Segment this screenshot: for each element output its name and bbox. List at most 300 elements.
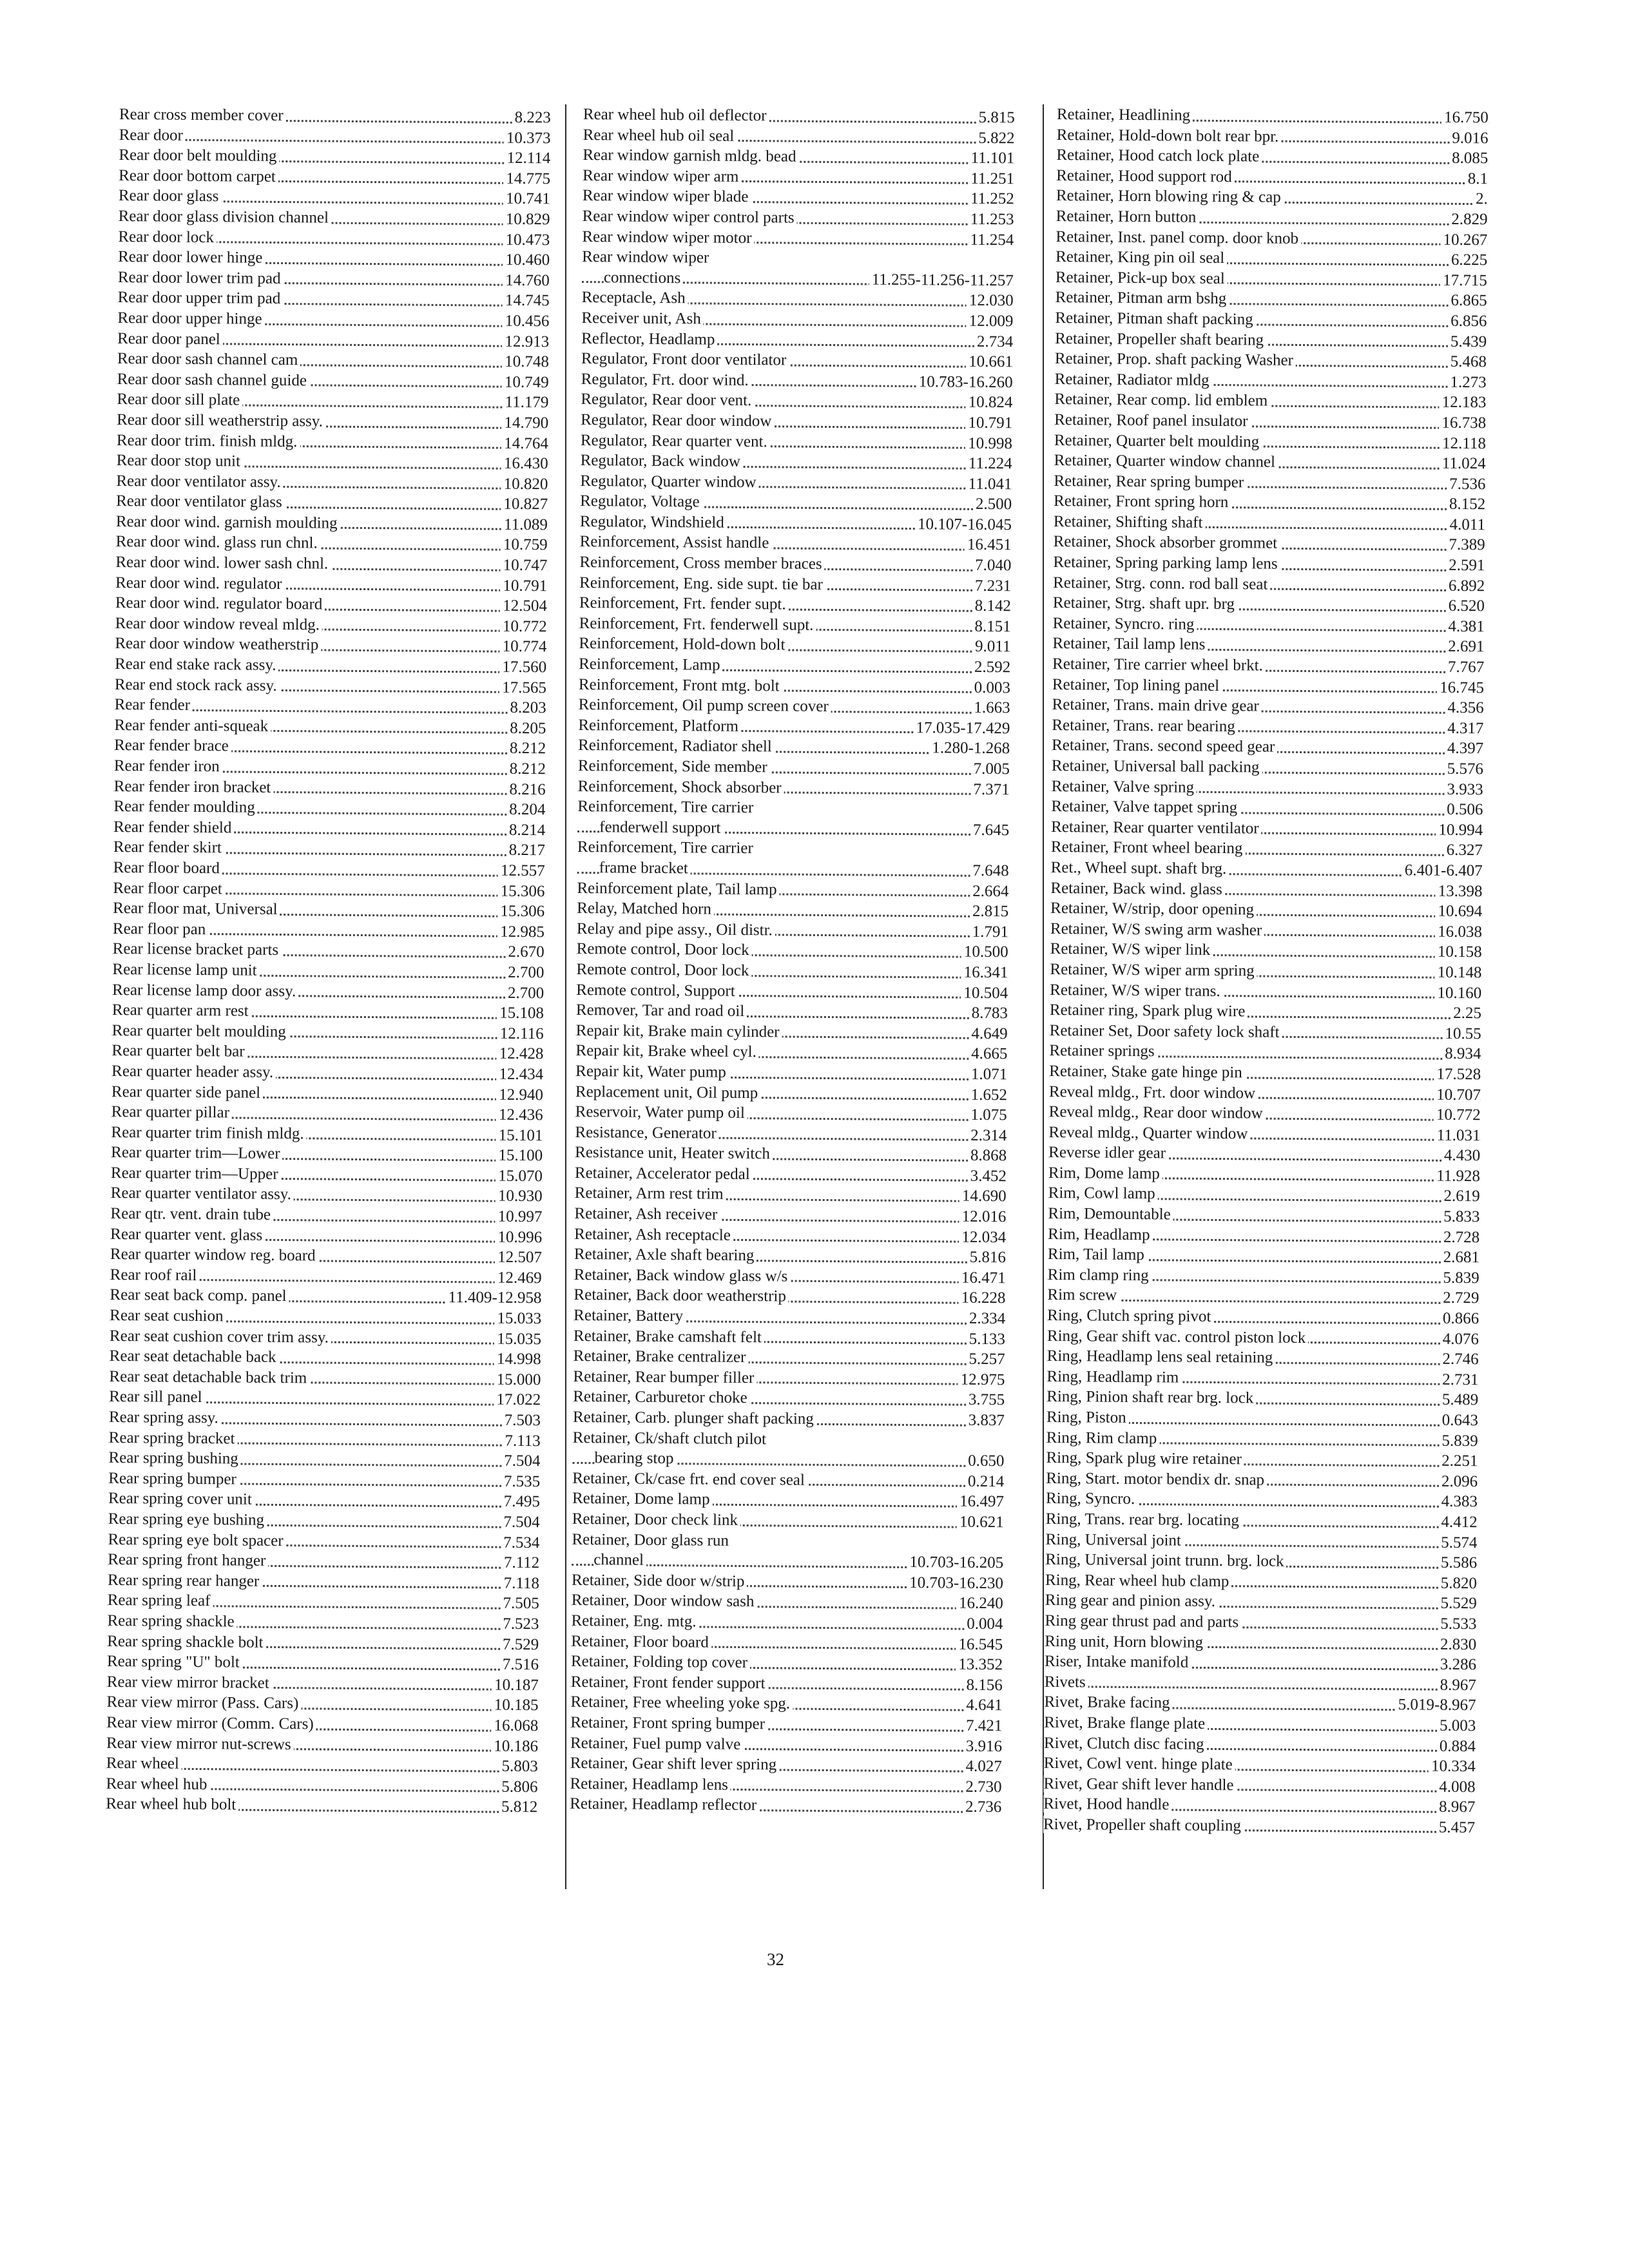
entry-term: Rear window wiper blade	[583, 187, 751, 206]
entry-term: Ring unit, Horn blowing	[1045, 1632, 1206, 1651]
entry-reference: 5.839	[1439, 1430, 1478, 1451]
entry-term: Retainer, W/S wiper link	[1050, 940, 1213, 959]
entry-reference: 16.341	[961, 963, 1008, 983]
entry-reference: 10.824	[966, 392, 1013, 413]
index-entry	[570, 1774, 1001, 1798]
entry-term: Rear view mirror (Comm. Cars)	[106, 1714, 316, 1733]
index-entry	[119, 104, 551, 128]
index-entry	[1050, 979, 1481, 1003]
index-entry	[108, 1590, 539, 1614]
entry-term: Retainer, Rear quarter ventilator	[1051, 818, 1262, 838]
index-entry	[113, 837, 545, 861]
entry-term: Retainer, Universal ball packing	[1052, 757, 1262, 776]
index-entry	[582, 267, 1014, 291]
entry-term: Rear end stock rack assy.	[115, 676, 280, 695]
entry-term: Rear door bottom carpet	[119, 167, 278, 186]
index-entry	[118, 267, 550, 291]
entry-term: Rear spring rear hanger	[108, 1571, 262, 1590]
entry-term: Retainer, Axle shaft bearing	[574, 1245, 757, 1264]
index-entry	[1056, 206, 1488, 230]
index-entry	[108, 1529, 539, 1553]
entry-reference: 12.940	[496, 1084, 543, 1105]
entry-term: Regulator, Rear quarter vent.	[581, 431, 770, 450]
index-entry	[106, 1692, 538, 1716]
entry-term: Retainer, Carb. plunger shaft packing	[573, 1408, 816, 1428]
index-entry	[116, 491, 548, 515]
entry-reference: 10.158	[1435, 942, 1482, 963]
index-entry	[1049, 1041, 1481, 1064]
index-entry	[113, 878, 545, 902]
index-entry	[1047, 1326, 1479, 1350]
entry-reference: 12.030	[967, 291, 1014, 311]
index-entry	[572, 1590, 1003, 1614]
index-entry	[582, 247, 1014, 271]
entry-term: Reinforcement, Lamp	[579, 655, 723, 674]
entry-term: Rim clamp ring	[1048, 1266, 1152, 1284]
entry-reference: 14.745	[503, 291, 550, 311]
entry-term: Retainer, Battery	[574, 1307, 686, 1325]
entry-term: Rivet, Propeller shaft coupling	[1043, 1816, 1244, 1834]
entry-reference: 10.185	[492, 1695, 539, 1716]
index-entry	[581, 430, 1012, 454]
entry-reference: 2.591	[1446, 555, 1485, 576]
index-entry	[575, 1061, 1007, 1085]
index-entry	[573, 1367, 1005, 1390]
index-entry	[1045, 1631, 1476, 1655]
entry-reference: 3.916	[963, 1736, 1002, 1756]
index-entry	[1047, 1346, 1479, 1370]
entry-term: Retainer, Gear shift lever spring	[570, 1754, 780, 1774]
index-entry	[111, 1041, 543, 1064]
entry-term: Regulator, Rear door vent.	[581, 390, 754, 409]
entry-reference: 11.253	[968, 209, 1014, 230]
entry-term: Reinforcement, Tire carrier	[577, 838, 756, 857]
index-entry	[115, 654, 546, 678]
entry-term: Retainer, Fuel pump valve	[570, 1734, 743, 1753]
entry-term: Retainer, W/S wiper trans.	[1050, 981, 1223, 999]
entry-reference: 10.694	[1435, 901, 1482, 922]
entry-term: Replacement unit, Oil pump	[575, 1082, 760, 1101]
entry-term: Rear quarter trim—Upper	[111, 1164, 281, 1183]
entry-reference: 2.670	[505, 942, 544, 963]
index-entry	[1055, 329, 1487, 352]
entry-term: Retainer, Ck/shaft clutch pilot	[573, 1429, 769, 1448]
index-entry	[113, 898, 545, 922]
index-entry	[1054, 491, 1485, 515]
index-entry	[117, 369, 549, 393]
entry-term: Rear quarter trim finish mldg.	[111, 1124, 306, 1142]
entry-reference: 15.000	[494, 1369, 541, 1390]
index-entry	[570, 1794, 1001, 1818]
index-entry	[571, 1651, 1003, 1675]
entry-term: Resistance, Generator	[575, 1124, 719, 1142]
index-column-2	[570, 104, 1015, 1818]
entry-term: Rim, Dome lamp	[1048, 1164, 1162, 1182]
entry-term: Ring, Piston	[1046, 1408, 1129, 1427]
entry-term: Retainer, Pitman arm bshg	[1055, 289, 1229, 307]
entry-reference: 7.504	[501, 1512, 539, 1533]
index-entry	[110, 1244, 542, 1268]
index-entry	[117, 450, 548, 474]
index-entry	[119, 166, 550, 189]
entry-reference: 5.839	[1440, 1268, 1479, 1289]
entry-reference: 13.398	[1436, 881, 1483, 901]
index-entry	[575, 1102, 1007, 1126]
entry-term: Ring, Headlamp lens seal retaining	[1047, 1347, 1276, 1367]
entry-term: Retainer, Headlamp reflector	[570, 1795, 759, 1814]
index-entry	[571, 1611, 1003, 1635]
entry-reference: 16.745	[1437, 677, 1484, 698]
entry-reference: 2.334	[967, 1309, 1005, 1329]
entry-term: Ring, Rim clamp	[1046, 1429, 1160, 1447]
index-entry	[583, 125, 1015, 149]
entry-reference: 10.820	[501, 474, 548, 494]
entry-term: Reinforcement, Assist handle	[580, 533, 772, 552]
entry-reference: 10.741	[503, 189, 550, 209]
entry-reference: 4.397	[1445, 738, 1483, 759]
entry-reference: 2.815	[970, 901, 1008, 922]
entry-reference: 2.251	[1439, 1451, 1478, 1472]
index-entry	[571, 1672, 1003, 1696]
entry-term: Rear fender skirt	[113, 838, 224, 856]
index-entry	[1049, 1081, 1481, 1105]
entry-reference: 10.187	[492, 1675, 539, 1695]
entry-term: Reinforcement, Frt. fenderwell supt.	[579, 615, 816, 634]
index-entry	[1054, 410, 1486, 434]
entry-term: Regulator, Back window	[581, 452, 743, 470]
entry-term: Rear fender brace	[114, 736, 231, 754]
index-entry	[1053, 552, 1485, 576]
entry-reference: 14.760	[503, 270, 550, 291]
index-entry	[118, 287, 550, 311]
entry-term: Rear view mirror bracket	[107, 1673, 272, 1692]
entry-term: Ring, Syncro.	[1046, 1490, 1137, 1508]
entry-reference: 10.55	[1442, 1023, 1481, 1044]
entry-reference: 4.430	[1441, 1146, 1480, 1166]
page-number: 32	[767, 1950, 784, 1969]
index-entry	[1045, 1651, 1476, 1675]
index-entry	[1054, 430, 1486, 454]
entry-reference: 7.389	[1446, 535, 1485, 555]
entry-reference: 2.681	[1441, 1247, 1480, 1268]
entry-term: Regulator, Front door ventilator	[581, 350, 789, 369]
index-entry	[107, 1631, 539, 1655]
index-entry	[111, 1142, 543, 1166]
entry-term: Rear door sill weatherstrip assy.	[117, 411, 325, 430]
entry-term: Ring gear and pinion assy.	[1045, 1591, 1219, 1610]
entry-term: Rear spring leaf	[108, 1591, 213, 1610]
entry-reference: 11.024	[1440, 454, 1486, 474]
index-entry	[1051, 858, 1483, 881]
entry-term: Retainer, Roof panel insulator	[1054, 411, 1251, 430]
entry-reference: 4.317	[1445, 718, 1483, 739]
index-entry	[106, 1774, 537, 1798]
entry-term: Retainer, Trans. rear bearing	[1052, 716, 1238, 735]
entry-reference: 7.503	[502, 1410, 541, 1431]
index-entry	[581, 308, 1013, 332]
index-entry	[1044, 1753, 1476, 1777]
entry-reference: 14.775	[503, 168, 550, 189]
entry-term: Ring, Trans. rear brg. locating	[1046, 1510, 1242, 1529]
index-entry	[1048, 1224, 1480, 1248]
entry-reference: 0.650	[965, 1451, 1004, 1472]
index-entry	[1055, 308, 1487, 332]
entry-term: Retainer, Propeller shaft bearing	[1055, 330, 1266, 349]
entry-reference: 5.833	[1441, 1207, 1480, 1227]
entry-reference: 10.827	[501, 494, 548, 515]
entry-term: Retainer, Horn blowing ring & cap	[1056, 187, 1284, 206]
entry-term: Reinforcement, Platform	[578, 716, 741, 735]
entry-term: Receiver unit, Ash	[581, 309, 704, 327]
index-entry	[1047, 1305, 1479, 1329]
index-entry	[111, 1061, 543, 1085]
index-entry	[1048, 1204, 1480, 1227]
entry-reference: 4.008	[1436, 1776, 1475, 1797]
entry-reference: 7.113	[502, 1430, 541, 1451]
entry-term: Retainer, Trans. second speed gear	[1052, 736, 1277, 756]
index-entry	[115, 613, 547, 637]
entry-reference: 10.749	[502, 372, 549, 392]
entry-term: Rear quarter header assy.	[111, 1062, 276, 1081]
index-entry	[1046, 1468, 1478, 1492]
entry-term: Rear door window reveal mldg.	[115, 615, 322, 634]
entry-term: Retainer, Ash receiver	[574, 1205, 720, 1224]
entry-term: Rivet, Brake flange plate	[1044, 1714, 1208, 1733]
entry-term: Repair kit, Brake main cylinder	[576, 1022, 782, 1041]
entry-reference: 2.700	[505, 983, 544, 1003]
index-entry	[119, 145, 550, 169]
entry-term: Retainer, W/S wiper arm spring	[1050, 961, 1257, 980]
entry-reference: 10.267	[1440, 229, 1487, 250]
index-entry	[582, 227, 1014, 251]
index-entry	[108, 1488, 540, 1512]
index-entry	[579, 552, 1011, 576]
entry-term: Remote control, Support	[576, 981, 738, 999]
index-entry	[582, 287, 1014, 311]
index-entry	[572, 1448, 1004, 1472]
index-entry	[1046, 1387, 1478, 1410]
entry-reference: 7.495	[501, 1492, 540, 1512]
index-entry	[576, 979, 1008, 1003]
entry-reference: 12.016	[959, 1207, 1007, 1227]
entry-reference: 10.759	[501, 535, 548, 555]
index-entry	[107, 1672, 539, 1696]
entry-reference: 10.456	[503, 311, 550, 332]
entry-term: Rear license lamp door assy.	[112, 981, 298, 999]
index-entry	[106, 1753, 538, 1777]
entry-term: Repair kit, Water pump	[575, 1062, 729, 1081]
entry-term: Retainer, Door window sash	[572, 1591, 757, 1610]
entry-reference: 12.504	[500, 596, 547, 617]
entry-reference: 10.160	[1434, 983, 1481, 1003]
entry-reference: 8.868	[968, 1146, 1007, 1166]
entry-term: Rear window wiper arm	[583, 167, 742, 186]
entry-term: Rear quarter vent. glass	[110, 1225, 265, 1244]
index-entry	[115, 695, 546, 718]
entry-reference: 14.790	[501, 413, 548, 434]
entry-term: Rear seat cushion cover trim assy.	[110, 1327, 331, 1347]
entry-term: Retainer, Pitman shaft packing	[1055, 309, 1255, 328]
entry-reference: 10.334	[1429, 1756, 1476, 1777]
index-entry	[579, 613, 1011, 637]
entry-term: Retainer, Folding top cover	[571, 1653, 750, 1671]
entry-reference: 16.240	[956, 1593, 1003, 1614]
entry-term: Retainer, Rear bumper filler	[573, 1368, 757, 1387]
index-column-1	[106, 104, 551, 1818]
index-entry	[1051, 837, 1483, 861]
entry-term: Rear window wiper control parts	[583, 207, 797, 227]
index-entry	[114, 715, 546, 739]
index-entry	[574, 1346, 1005, 1370]
entry-reference: 9.011	[972, 637, 1011, 657]
entry-reference: 13.352	[956, 1655, 1003, 1675]
index-entry	[580, 512, 1012, 535]
entry-reference: 4.649	[969, 1023, 1007, 1044]
entry-term: Rear cross member cover	[119, 106, 286, 124]
entry-reference: 7.505	[500, 1593, 539, 1614]
entry-reference: 8.934	[1442, 1044, 1481, 1064]
entry-term: Rear door belt moulding	[119, 146, 279, 165]
entry-reference: 5.816	[967, 1247, 1006, 1268]
entry-term: Reverse idler gear	[1048, 1144, 1168, 1162]
entry-term: Retainer, Hood catch lock plate	[1056, 146, 1262, 166]
index-entry	[572, 1570, 1003, 1594]
index-entry	[108, 1550, 539, 1573]
entry-term: Rivet, Cowl vent. hinge plate	[1044, 1754, 1235, 1773]
index-entry	[1053, 593, 1485, 617]
entry-reference: 10.703-16.205	[907, 1552, 1003, 1573]
entry-term: Retainer, Quarter belt moulding	[1054, 431, 1262, 450]
index-entry	[580, 471, 1012, 495]
entry-reference: 2.592	[972, 657, 1010, 678]
index-entry	[110, 1305, 541, 1329]
entry-term: Rear door glass division channel	[119, 207, 332, 227]
entry-term: Retainer, Pick-up box seal	[1055, 269, 1228, 287]
entry-reference: 8.223	[512, 108, 550, 128]
entry-term: Reinforcement, Radiator shell	[578, 736, 775, 755]
entry-term: Retainer, Brake camshaft felt	[574, 1327, 764, 1346]
entry-reference: 1.273	[1447, 372, 1486, 392]
entry-term: Rear quarter belt bar	[111, 1042, 247, 1061]
index-entry	[1043, 1794, 1475, 1818]
index-entry	[116, 471, 548, 495]
index-entry	[1051, 796, 1483, 820]
entry-reference: 2.829	[1449, 209, 1487, 230]
entry-term: Reinforcement, Cross member braces	[579, 553, 824, 573]
index-entry	[579, 654, 1010, 678]
entry-term: Reinforcement, Frt. fender supt.	[579, 594, 789, 613]
entry-reference: 14.764	[501, 433, 548, 454]
entry-term: Retainer, Floor board	[571, 1632, 711, 1651]
entry-reference: 10.829	[503, 209, 550, 230]
entry-term: Rear door trim. finish mldg.	[117, 431, 300, 450]
index-entry	[575, 1163, 1007, 1187]
entry-term: Rear door upper trim pad	[118, 289, 284, 307]
entry-term: Retainer, Eng. mtg.	[571, 1612, 699, 1631]
index-entry	[109, 1407, 541, 1431]
entry-term: frame bracket	[599, 859, 691, 877]
entry-term: Retainer, Dome lamp	[572, 1490, 713, 1508]
entry-term: Reinforcement, Tire carrier	[577, 798, 756, 816]
entry-term: Ring, Start. motor bendix dr. snap	[1046, 1470, 1267, 1489]
index-entry	[1044, 1692, 1476, 1716]
entry-reference: 8.967	[1436, 1797, 1475, 1818]
entry-term: Rear fender	[115, 696, 193, 714]
entry-reference: 10.107-16.045	[915, 514, 1012, 535]
entry-term: Reinforcement, Hold-down bolt	[579, 635, 787, 654]
entry-reference: 2.	[1473, 189, 1488, 209]
index-entry	[574, 1224, 1006, 1248]
entry-term: Ring, Gear shift vac. control piston lock	[1047, 1327, 1309, 1347]
index-entry	[583, 104, 1015, 128]
entry-reference: 10.994	[1436, 820, 1483, 840]
entry-reference: 11.252	[968, 189, 1014, 209]
entry-reference: 10.791	[500, 575, 547, 596]
entry-term: Retainer, Strg. conn. rod ball seat	[1053, 574, 1270, 593]
entry-term: Ring, Universal joint	[1045, 1530, 1184, 1549]
entry-term: Rear spring shackle bolt	[107, 1632, 266, 1651]
entry-reference: 7.534	[501, 1532, 539, 1553]
entry-term: Resistance unit, Heater switch	[575, 1144, 773, 1162]
index-entry	[1052, 756, 1483, 780]
entry-reference: 8.151	[972, 617, 1010, 637]
index-entry	[581, 329, 1013, 352]
index-entry	[572, 1488, 1004, 1512]
entry-reference: 15.306	[497, 901, 545, 922]
entry-reference: 10.661	[966, 352, 1013, 372]
entry-term: Rear quarter arm rest	[112, 1001, 251, 1020]
entry-term: Rear seat detachable back trim	[109, 1368, 309, 1387]
entry-reference: 16.038	[1435, 921, 1482, 942]
index-entry	[583, 166, 1014, 189]
index-entry	[577, 919, 1008, 943]
entry-term: Retainer, Syncro. ring	[1053, 615, 1197, 633]
entry-reference: 2.700	[505, 963, 544, 983]
index-entry	[119, 186, 550, 209]
entry-reference: 10.621	[957, 1512, 1004, 1533]
index-entry	[1052, 735, 1483, 759]
entry-term: Retainer, Strg. shaft upr. brg	[1053, 594, 1237, 613]
index-entry	[1049, 1061, 1481, 1085]
entry-term: Rear quarter pillar	[111, 1103, 232, 1121]
entry-reference: 12.913	[502, 331, 549, 352]
entry-reference: 15.070	[496, 1166, 543, 1187]
index-entry	[578, 756, 1010, 780]
entry-term: Rear fender moulding	[113, 798, 258, 816]
entry-term: Reveal mldg., Quarter window	[1048, 1124, 1250, 1142]
entry-term: Rear wheel hub bolt	[106, 1795, 238, 1814]
entry-term: Retainer, Door glass run	[572, 1530, 731, 1549]
entry-term: Rear floor board	[113, 859, 222, 877]
entry-term: Rear floor pan	[113, 920, 209, 938]
entry-term: Rear door lower trim pad	[118, 269, 284, 287]
index-entry	[570, 1753, 1002, 1777]
entry-reference: 4.027	[963, 1756, 1001, 1777]
index-entry	[1047, 1285, 1479, 1309]
index-entry	[1045, 1529, 1477, 1553]
entry-term: Ring, Headlamp rim	[1046, 1368, 1181, 1387]
index-entry	[579, 675, 1010, 698]
entry-term: Rear sill panel	[109, 1388, 205, 1406]
entry-reference: 4.011	[1447, 515, 1485, 535]
entry-reference: 10.504	[961, 983, 1008, 1003]
entry-reference: 7.536	[1447, 474, 1485, 494]
entry-reference: 15.100	[496, 1146, 543, 1166]
entry-term: Retainer, King pin oil seal	[1055, 248, 1227, 267]
entry-term: Retainer, Prop. shaft packing Washer	[1055, 350, 1296, 369]
index-entry	[576, 1000, 1008, 1024]
index-entry	[574, 1305, 1005, 1329]
